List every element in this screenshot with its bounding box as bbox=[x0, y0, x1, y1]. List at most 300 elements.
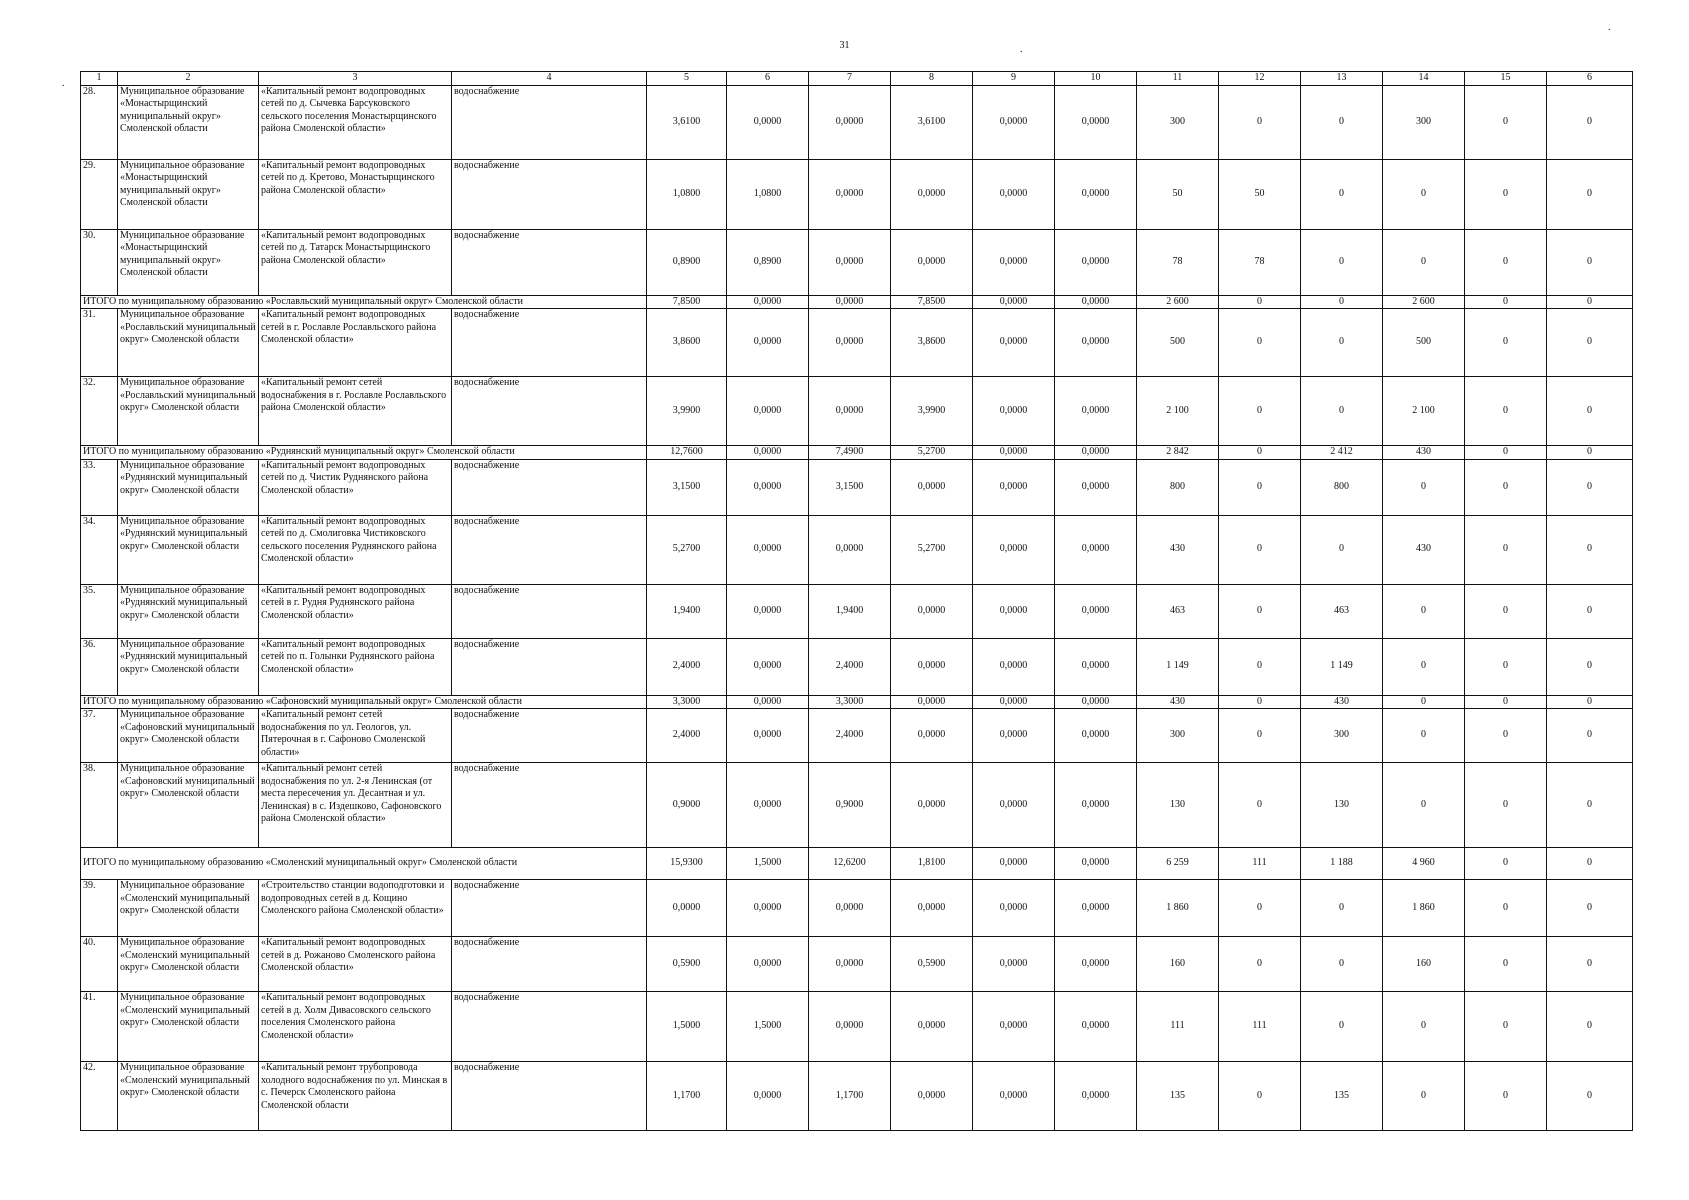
value-cell: 0 bbox=[1465, 295, 1547, 309]
value-cell: 0 bbox=[1465, 377, 1547, 446]
value-cell: 0,0000 bbox=[973, 992, 1055, 1062]
value-cell: 0 bbox=[1547, 695, 1633, 709]
value-cell: 12,6200 bbox=[809, 848, 891, 880]
value-cell: 0,0000 bbox=[809, 159, 891, 229]
value-cell: 0,0000 bbox=[891, 880, 973, 937]
value-cell: 0 bbox=[1465, 880, 1547, 937]
value-cell: 12,7600 bbox=[647, 446, 727, 460]
total-row bbox=[81, 295, 1633, 309]
value-cell: 0 bbox=[1465, 848, 1547, 880]
value-cell: 0,0000 bbox=[973, 309, 1055, 377]
value-cell: 0 bbox=[1465, 446, 1547, 460]
value-cell: 0,0000 bbox=[1055, 880, 1137, 937]
municipality-cell: Муниципальное образование «Смоленский муниципальный округ» Смоленской области bbox=[118, 992, 259, 1062]
value-cell: 0 bbox=[1547, 85, 1633, 159]
table-row bbox=[81, 880, 1633, 937]
value-cell: 0 bbox=[1301, 159, 1383, 229]
value-cell: 800 bbox=[1137, 459, 1219, 515]
value-cell: 0,0000 bbox=[973, 515, 1055, 584]
column-header: 11 bbox=[1137, 72, 1219, 86]
value-cell: 0,8900 bbox=[647, 229, 727, 295]
page-number: 31 bbox=[839, 40, 850, 51]
purpose-cell: водоснабжение bbox=[452, 992, 647, 1062]
value-cell: 0 bbox=[1219, 709, 1301, 763]
object-cell: «Капитальный ремонт сетей водоснабжения по ул. 2-я Ленинская (от места пересечения ул. Десантная и ул. Ленинская) в с. Издешково, Сафоновского района Смоленской области» bbox=[259, 763, 452, 848]
value-cell: 4 960 bbox=[1383, 848, 1465, 880]
value-cell: 0 bbox=[1219, 446, 1301, 460]
value-cell: 0,5900 bbox=[647, 937, 727, 992]
object-cell: «Капитальный ремонт водопроводных сетей по д. Смолиговка Чистиковского сельского поселения Руднянского района Смоленской области» bbox=[259, 515, 452, 584]
value-cell: 0,0000 bbox=[1055, 763, 1137, 848]
value-cell: 0,5900 bbox=[891, 937, 973, 992]
value-cell: 0,0000 bbox=[973, 584, 1055, 638]
value-cell: 430 bbox=[1137, 515, 1219, 584]
value-cell: 0 bbox=[1465, 459, 1547, 515]
column-header: 5 bbox=[647, 72, 727, 86]
value-cell: 135 bbox=[1137, 1062, 1219, 1131]
purpose-cell: водоснабжение bbox=[452, 638, 647, 695]
row-number: 35. bbox=[81, 584, 118, 638]
purpose-cell: водоснабжение bbox=[452, 880, 647, 937]
value-cell: 0,0000 bbox=[727, 638, 809, 695]
value-cell: 78 bbox=[1137, 229, 1219, 295]
value-cell: 0,0000 bbox=[973, 159, 1055, 229]
value-cell: 0,0000 bbox=[727, 446, 809, 460]
value-cell: 0,0000 bbox=[1055, 159, 1137, 229]
value-cell: 0,0000 bbox=[727, 709, 809, 763]
value-cell: 0 bbox=[1383, 638, 1465, 695]
value-cell: 3,9900 bbox=[647, 377, 727, 446]
value-cell: 0,0000 bbox=[1055, 638, 1137, 695]
column-header: 13 bbox=[1301, 72, 1383, 86]
object-cell: «Капитальный ремонт сетей водоснабжения по ул. Геологов, ул. Пятерочная в г. Сафоново Смоленской области» bbox=[259, 709, 452, 763]
value-cell: 0 bbox=[1547, 229, 1633, 295]
value-cell: 430 bbox=[1137, 695, 1219, 709]
value-cell: 463 bbox=[1301, 584, 1383, 638]
row-number: 36. bbox=[81, 638, 118, 695]
value-cell: 0 bbox=[1383, 229, 1465, 295]
column-header: 3 bbox=[259, 72, 452, 86]
column-header: 1 bbox=[81, 72, 118, 86]
object-cell: «Капитальный ремонт водопроводных сетей по д. Чистик Руднянского района Смоленской области» bbox=[259, 459, 452, 515]
column-header: 4 bbox=[452, 72, 647, 86]
table-row bbox=[81, 937, 1633, 992]
value-cell: 2 100 bbox=[1137, 377, 1219, 446]
object-cell: «Капитальный ремонт сетей водоснабжения в г. Рославле Рославльского района Смоленской области» bbox=[259, 377, 452, 446]
column-header: 7 bbox=[809, 72, 891, 86]
value-cell: 0 bbox=[1465, 85, 1547, 159]
row-number: 38. bbox=[81, 763, 118, 848]
value-cell: 0,0000 bbox=[1055, 937, 1137, 992]
value-cell: 0,0000 bbox=[973, 377, 1055, 446]
row-number: 37. bbox=[81, 709, 118, 763]
municipality-cell: Муниципальное образование «Смоленский муниципальный округ» Смоленской области bbox=[118, 937, 259, 992]
value-cell: 160 bbox=[1383, 937, 1465, 992]
value-cell: 0 bbox=[1465, 763, 1547, 848]
value-cell: 500 bbox=[1383, 309, 1465, 377]
row-number: 34. bbox=[81, 515, 118, 584]
value-cell: 0 bbox=[1547, 1062, 1633, 1131]
value-cell: 6 259 bbox=[1137, 848, 1219, 880]
value-cell: 0 bbox=[1547, 880, 1633, 937]
row-number: 30. bbox=[81, 229, 118, 295]
value-cell: 0,0000 bbox=[891, 459, 973, 515]
value-cell: 1,5000 bbox=[727, 992, 809, 1062]
purpose-cell: водоснабжение bbox=[452, 85, 647, 159]
value-cell: 111 bbox=[1219, 992, 1301, 1062]
value-cell: 430 bbox=[1383, 446, 1465, 460]
value-cell: 0,0000 bbox=[727, 85, 809, 159]
value-cell: 0 bbox=[1301, 85, 1383, 159]
row-number: 33. bbox=[81, 459, 118, 515]
value-cell: 463 bbox=[1137, 584, 1219, 638]
object-cell: «Капитальный ремонт водопроводных сетей по д. Сычевка Барсуковского сельского поселения Монастырщинского района Смоленской области» bbox=[259, 85, 452, 159]
value-cell: 0,0000 bbox=[809, 377, 891, 446]
total-label: ИТОГО по муниципальному образованию «Руднянский муниципальный округ» Смоленской области bbox=[81, 446, 647, 460]
column-header: 6 bbox=[1547, 72, 1633, 86]
municipality-cell: Муниципальное образование «Сафоновский муниципальный округ» Смоленской области bbox=[118, 763, 259, 848]
table-row bbox=[81, 85, 1633, 159]
value-cell: 0,0000 bbox=[973, 638, 1055, 695]
object-cell: «Капитальный ремонт трубопровода холодного водоснабжения по ул. Минская в с. Печерск Смоленского района Смоленской области bbox=[259, 1062, 452, 1131]
value-cell: 0 bbox=[1301, 992, 1383, 1062]
value-cell: 0 bbox=[1383, 584, 1465, 638]
value-cell: 0,0000 bbox=[727, 880, 809, 937]
value-cell: 0,0000 bbox=[809, 295, 891, 309]
row-number: 28. bbox=[81, 85, 118, 159]
value-cell: 0,0000 bbox=[647, 880, 727, 937]
value-cell: 0,0000 bbox=[1055, 992, 1137, 1062]
value-cell: 0,0000 bbox=[973, 695, 1055, 709]
table-row bbox=[81, 229, 1633, 295]
table-row bbox=[81, 377, 1633, 446]
value-cell: 0,0000 bbox=[891, 695, 973, 709]
municipality-cell: Муниципальное образование «Руднянский муниципальный округ» Смоленской области bbox=[118, 515, 259, 584]
value-cell: 0 bbox=[1465, 992, 1547, 1062]
value-cell: 0 bbox=[1301, 309, 1383, 377]
municipality-cell: Муниципальное образование «Смоленский муниципальный округ» Смоленской области bbox=[118, 880, 259, 937]
value-cell: 1 860 bbox=[1137, 880, 1219, 937]
value-cell: 0 bbox=[1219, 85, 1301, 159]
value-cell: 0,0000 bbox=[891, 1062, 973, 1131]
value-cell: 2,4000 bbox=[647, 709, 727, 763]
value-cell: 0,0000 bbox=[1055, 309, 1137, 377]
value-cell: 1,0800 bbox=[727, 159, 809, 229]
value-cell: 3,8600 bbox=[891, 309, 973, 377]
value-cell: 0 bbox=[1383, 709, 1465, 763]
value-cell: 0,0000 bbox=[891, 229, 973, 295]
value-cell: 0,0000 bbox=[727, 295, 809, 309]
purpose-cell: водоснабжение bbox=[452, 937, 647, 992]
value-cell: 0,0000 bbox=[1055, 229, 1137, 295]
column-header: 6 bbox=[727, 72, 809, 86]
value-cell: 0,0000 bbox=[727, 937, 809, 992]
value-cell: 0,0000 bbox=[809, 309, 891, 377]
value-cell: 3,3000 bbox=[647, 695, 727, 709]
value-cell: 1,8100 bbox=[891, 848, 973, 880]
value-cell: 0 bbox=[1465, 159, 1547, 229]
value-cell: 0,0000 bbox=[973, 880, 1055, 937]
value-cell: 1,1700 bbox=[647, 1062, 727, 1131]
table-row bbox=[81, 309, 1633, 377]
value-cell: 0 bbox=[1301, 229, 1383, 295]
value-cell: 2 600 bbox=[1383, 295, 1465, 309]
value-cell: 300 bbox=[1137, 709, 1219, 763]
value-cell: 430 bbox=[1301, 695, 1383, 709]
value-cell: 1 149 bbox=[1301, 638, 1383, 695]
value-cell: 0 bbox=[1547, 295, 1633, 309]
object-cell: «Капитальный ремонт водопроводных сетей по п. Голынки Руднянского района Смоленской области» bbox=[259, 638, 452, 695]
table-row bbox=[81, 992, 1633, 1062]
total-row bbox=[81, 695, 1633, 709]
total-label: ИТОГО по муниципальному образованию «Рославльский муниципальный округ» Смоленской области bbox=[81, 295, 647, 309]
row-number: 39. bbox=[81, 880, 118, 937]
value-cell: 0 bbox=[1465, 709, 1547, 763]
row-number: 31. bbox=[81, 309, 118, 377]
value-cell: 0 bbox=[1383, 459, 1465, 515]
municipality-cell: Муниципальное образование «Рославльский муниципальный округ» Смоленской области bbox=[118, 377, 259, 446]
value-cell: 1,5000 bbox=[647, 992, 727, 1062]
value-cell: 1,9400 bbox=[647, 584, 727, 638]
value-cell: 0,0000 bbox=[973, 937, 1055, 992]
value-cell: 0,0000 bbox=[1055, 459, 1137, 515]
object-cell: «Капитальный ремонт водопроводных сетей в г. Рудня Руднянского района Смоленской области» bbox=[259, 584, 452, 638]
value-cell: 0 bbox=[1547, 459, 1633, 515]
value-cell: 0 bbox=[1301, 880, 1383, 937]
value-cell: 0,0000 bbox=[1055, 446, 1137, 460]
value-cell: 0,0000 bbox=[1055, 515, 1137, 584]
value-cell: 3,6100 bbox=[891, 85, 973, 159]
value-cell: 2,4000 bbox=[647, 638, 727, 695]
purpose-cell: водоснабжение bbox=[452, 709, 647, 763]
value-cell: 0,0000 bbox=[1055, 695, 1137, 709]
value-cell: 0 bbox=[1301, 937, 1383, 992]
value-cell: 1 149 bbox=[1137, 638, 1219, 695]
value-cell: 0 bbox=[1547, 515, 1633, 584]
column-header: 12 bbox=[1219, 72, 1301, 86]
table-row bbox=[81, 459, 1633, 515]
purpose-cell: водоснабжение bbox=[452, 159, 647, 229]
value-cell: 0 bbox=[1465, 229, 1547, 295]
value-cell: 300 bbox=[1383, 85, 1465, 159]
value-cell: 1 188 bbox=[1301, 848, 1383, 880]
value-cell: 0 bbox=[1547, 309, 1633, 377]
column-header: 8 bbox=[891, 72, 973, 86]
value-cell: 0 bbox=[1219, 584, 1301, 638]
value-cell: 0,0000 bbox=[973, 709, 1055, 763]
value-cell: 111 bbox=[1137, 992, 1219, 1062]
row-number: 32. bbox=[81, 377, 118, 446]
municipality-cell: Муниципальное образование «Рославльский муниципальный округ» Смоленской области bbox=[118, 309, 259, 377]
value-cell: 2 600 bbox=[1137, 295, 1219, 309]
purpose-cell: водоснабжение bbox=[452, 309, 647, 377]
value-cell: 0 bbox=[1547, 584, 1633, 638]
value-cell: 3,8600 bbox=[647, 309, 727, 377]
scan-mark: . bbox=[1020, 44, 1023, 55]
municipality-cell: Муниципальное образование «Смоленский муниципальный округ» Смоленской области bbox=[118, 1062, 259, 1131]
value-cell: 0,0000 bbox=[1055, 295, 1137, 309]
row-number: 41. bbox=[81, 992, 118, 1062]
value-cell: 2 100 bbox=[1383, 377, 1465, 446]
purpose-cell: водоснабжение bbox=[452, 459, 647, 515]
scan-mark: . bbox=[62, 78, 65, 89]
value-cell: 5,2700 bbox=[891, 515, 973, 584]
value-cell: 0 bbox=[1465, 937, 1547, 992]
column-header: 15 bbox=[1465, 72, 1547, 86]
value-cell: 7,8500 bbox=[647, 295, 727, 309]
value-cell: 0 bbox=[1465, 515, 1547, 584]
value-cell: 0,0000 bbox=[809, 992, 891, 1062]
value-cell: 1,1700 bbox=[809, 1062, 891, 1131]
value-cell: 0,9000 bbox=[809, 763, 891, 848]
value-cell: 0 bbox=[1301, 515, 1383, 584]
value-cell: 0,0000 bbox=[1055, 1062, 1137, 1131]
value-cell: 0,0000 bbox=[809, 85, 891, 159]
value-cell: 0,0000 bbox=[891, 584, 973, 638]
value-cell: 800 bbox=[1301, 459, 1383, 515]
table-row bbox=[81, 763, 1633, 848]
total-label: ИТОГО по муниципальному образованию «Сафоновский муниципальный округ» Смоленской области bbox=[81, 695, 647, 709]
value-cell: 0,0000 bbox=[1055, 709, 1137, 763]
value-cell: 0,0000 bbox=[891, 638, 973, 695]
value-cell: 0 bbox=[1219, 459, 1301, 515]
total-row bbox=[81, 848, 1633, 880]
value-cell: 0,0000 bbox=[973, 85, 1055, 159]
value-cell: 0,0000 bbox=[891, 709, 973, 763]
table-row bbox=[81, 638, 1633, 695]
value-cell: 0,0000 bbox=[973, 229, 1055, 295]
column-header: 14 bbox=[1383, 72, 1465, 86]
value-cell: 0,0000 bbox=[727, 515, 809, 584]
table-row bbox=[81, 159, 1633, 229]
value-cell: 2,4000 bbox=[809, 709, 891, 763]
value-cell: 130 bbox=[1137, 763, 1219, 848]
value-cell: 7,4900 bbox=[809, 446, 891, 460]
value-cell: 3,3000 bbox=[809, 695, 891, 709]
value-cell: 0 bbox=[1547, 159, 1633, 229]
municipality-cell: Муниципальное образование «Монастырщинский муниципальный округ» Смоленской области bbox=[118, 229, 259, 295]
value-cell: 0 bbox=[1547, 763, 1633, 848]
value-cell: 0,0000 bbox=[1055, 377, 1137, 446]
value-cell: 500 bbox=[1137, 309, 1219, 377]
table-body bbox=[81, 85, 1633, 1131]
value-cell: 135 bbox=[1301, 1062, 1383, 1131]
total-row bbox=[81, 446, 1633, 460]
value-cell: 130 bbox=[1301, 763, 1383, 848]
value-cell: 0,0000 bbox=[727, 695, 809, 709]
column-header: 10 bbox=[1055, 72, 1137, 86]
value-cell: 7,8500 bbox=[891, 295, 973, 309]
value-cell: 0 bbox=[1219, 763, 1301, 848]
value-cell: 2 412 bbox=[1301, 446, 1383, 460]
value-cell: 160 bbox=[1137, 937, 1219, 992]
value-cell: 0,0000 bbox=[809, 937, 891, 992]
value-cell: 0,0000 bbox=[973, 763, 1055, 848]
table-row bbox=[81, 1062, 1633, 1131]
value-cell: 0 bbox=[1383, 992, 1465, 1062]
value-cell: 0 bbox=[1219, 695, 1301, 709]
value-cell: 0 bbox=[1219, 880, 1301, 937]
object-cell: «Строительство станции водоподготовки и водопроводных сетей в д. Кощино Смоленского района Смоленской области» bbox=[259, 880, 452, 937]
value-cell: 0,0000 bbox=[809, 515, 891, 584]
object-cell: «Капитальный ремонт водопроводных сетей в г. Рославле Рославльского района Смоленской области» bbox=[259, 309, 452, 377]
municipality-cell: Муниципальное образование «Руднянский муниципальный округ» Смоленской области bbox=[118, 459, 259, 515]
budget-table bbox=[80, 71, 1633, 1131]
value-cell: 2,4000 bbox=[809, 638, 891, 695]
value-cell: 2 842 bbox=[1137, 446, 1219, 460]
object-cell: «Капитальный ремонт водопроводных сетей по д. Татарск Монастырщинского района Смоленской области» bbox=[259, 229, 452, 295]
row-number: 40. bbox=[81, 937, 118, 992]
value-cell: 3,9900 bbox=[891, 377, 973, 446]
column-header: 2 bbox=[118, 72, 259, 86]
value-cell: 0 bbox=[1547, 709, 1633, 763]
value-cell: 0 bbox=[1547, 848, 1633, 880]
scan-mark: . bbox=[1608, 22, 1611, 33]
value-cell: 0,0000 bbox=[891, 159, 973, 229]
value-cell: 0,0000 bbox=[891, 763, 973, 848]
value-cell: 0,0000 bbox=[1055, 848, 1137, 880]
value-cell: 0 bbox=[1465, 695, 1547, 709]
value-cell: 0 bbox=[1465, 1062, 1547, 1131]
value-cell: 0 bbox=[1219, 309, 1301, 377]
row-number: 42. bbox=[81, 1062, 118, 1131]
value-cell: 111 bbox=[1219, 848, 1301, 880]
value-cell: 0,0000 bbox=[973, 1062, 1055, 1131]
value-cell: 3,6100 bbox=[647, 85, 727, 159]
municipality-cell: Муниципальное образование «Сафоновский муниципальный округ» Смоленской области bbox=[118, 709, 259, 763]
value-cell: 0 bbox=[1383, 1062, 1465, 1131]
value-cell: 50 bbox=[1219, 159, 1301, 229]
value-cell: 0 bbox=[1465, 638, 1547, 695]
value-cell: 0 bbox=[1547, 377, 1633, 446]
value-cell: 50 bbox=[1137, 159, 1219, 229]
value-cell: 0 bbox=[1383, 763, 1465, 848]
row-number: 29. bbox=[81, 159, 118, 229]
value-cell: 0 bbox=[1547, 937, 1633, 992]
purpose-cell: водоснабжение bbox=[452, 763, 647, 848]
value-cell: 1,0800 bbox=[647, 159, 727, 229]
value-cell: 0,0000 bbox=[1055, 584, 1137, 638]
value-cell: 0,0000 bbox=[727, 459, 809, 515]
value-cell: 0 bbox=[1465, 309, 1547, 377]
value-cell: 0,0000 bbox=[809, 880, 891, 937]
value-cell: 0,0000 bbox=[973, 295, 1055, 309]
value-cell: 0,8900 bbox=[727, 229, 809, 295]
value-cell: 430 bbox=[1383, 515, 1465, 584]
value-cell: 5,2700 bbox=[647, 515, 727, 584]
table-row bbox=[81, 584, 1633, 638]
object-cell: «Капитальный ремонт водопроводных сетей в д. Холм Дивасовского сельского поселения Смоленского района Смоленской области» bbox=[259, 992, 452, 1062]
table-header-row bbox=[81, 72, 1633, 86]
purpose-cell: водоснабжение bbox=[452, 1062, 647, 1131]
value-cell: 0 bbox=[1219, 1062, 1301, 1131]
value-cell: 1,9400 bbox=[809, 584, 891, 638]
value-cell: 0 bbox=[1219, 295, 1301, 309]
value-cell: 0 bbox=[1219, 515, 1301, 584]
value-cell: 78 bbox=[1219, 229, 1301, 295]
value-cell: 0 bbox=[1219, 638, 1301, 695]
purpose-cell: водоснабжение bbox=[452, 584, 647, 638]
value-cell: 15,9300 bbox=[647, 848, 727, 880]
value-cell: 0 bbox=[1219, 377, 1301, 446]
purpose-cell: водоснабжение bbox=[452, 229, 647, 295]
municipality-cell: Муниципальное образование «Руднянский муниципальный округ» Смоленской области bbox=[118, 584, 259, 638]
value-cell: 0 bbox=[1301, 295, 1383, 309]
value-cell: 0 bbox=[1465, 584, 1547, 638]
municipality-cell: Муниципальное образование «Монастырщинский муниципальный округ» Смоленской области bbox=[118, 85, 259, 159]
value-cell: 0,0000 bbox=[973, 848, 1055, 880]
value-cell: 0,0000 bbox=[973, 446, 1055, 460]
